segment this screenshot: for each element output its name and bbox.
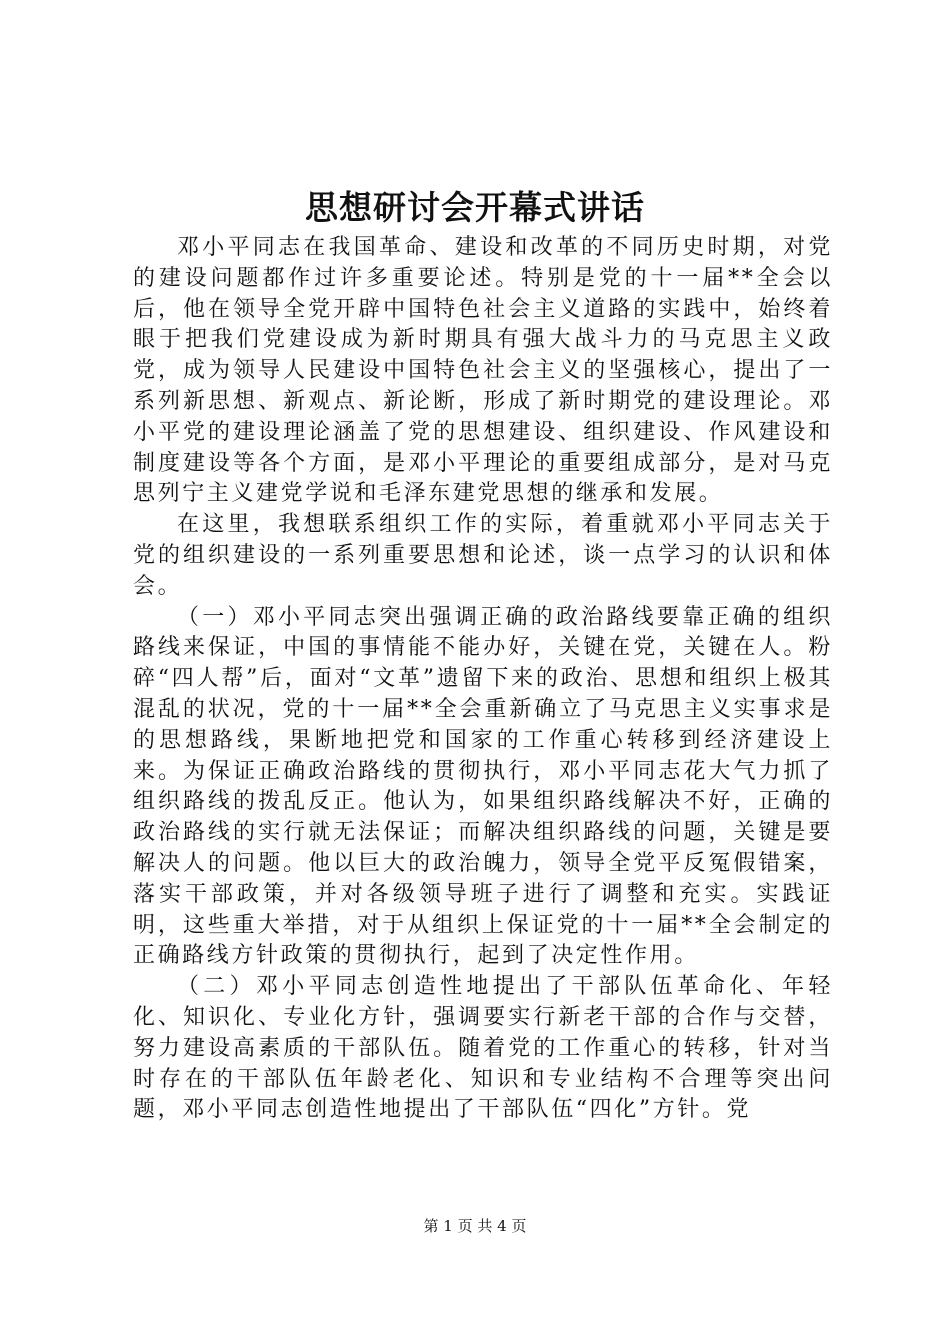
- paragraph-section-1: （一）邓小平同志突出强调正确的政治路线要靠正确的组织路线来保证，中国的事情能不能办好，关键在党，关键在人。粉碎“四人帮”后，面对“文革”遗留下来的政治、思想和组织上极其混乱的状况，党的十一届**全会重新确立了马克思主义实事求是的思想路线，果断地把党和国家的工作重心转移到经济建设上来。为保证正确政治路线的贯彻执行，邓小平同志花大气力抓了组织路线的拨乱反正。他认为，如果组织路线解决不好，正确的政治路线的实行就无法保证；而解决组织路线的问题，关键是要解决人的问题。他以巨大的政治魄力，领导全党平反冤假错案，落实干部政策，并对各级领导班子进行了调整和充实。实践证明，这些重大举措，对于从组织上保证党的十一届**全会制定的正确路线方针政策的贯彻执行，起到了决定性作用。: [133, 604, 833, 969]
- paragraph-purpose: 在这里，我想联系组织工作的实际，着重就邓小平同志关于党的组织建设的一系列重要思想和论述，谈一点学习的认识和体会。: [133, 512, 833, 599]
- document-body: [133, 233, 833, 1126]
- page-number-footer: 第 1 页 共 4 页: [423, 1217, 527, 1235]
- paragraph-section-2: （二）邓小平同志创造性地提出了干部队伍革命化、年轻化、知识化、专业化方针，强调要实行新老干部的合作与交替，努力建设高素质的干部队伍。随着党的工作重心的转移，针对当时存在的干部队伍年龄老化、知识和专业结构不合理等突出问题，邓小平同志创造性地提出了干部队伍“四化”方针。党: [133, 974, 833, 1123]
- document-title: 思想研讨会开幕式讲话: [305, 188, 645, 227]
- paragraph-intro: 邓小平同志在我国革命、建设和改革的不同历史时期，对党的建设问题都作过许多重要论述。特别是党的十一届**全会以后，他在领导全党开辟中国特色社会主义道路的实践中，始终着眼于把我们党建设成为新时期具有强大战斗力的马克思主义政党，成为领导人民建设中国特色社会主义的坚强核心，提出了一系列新思想、新观点、新论断，形成了新时期党的建设理论。邓小平党的建设理论涵盖了党的思想建设、组织建设、作风建设和制度建设等各个方面，是邓小平理论的重要组成部分，是对马克思列宁主义建党学说和毛泽东建党思想的继承和发展。: [133, 235, 833, 507]
